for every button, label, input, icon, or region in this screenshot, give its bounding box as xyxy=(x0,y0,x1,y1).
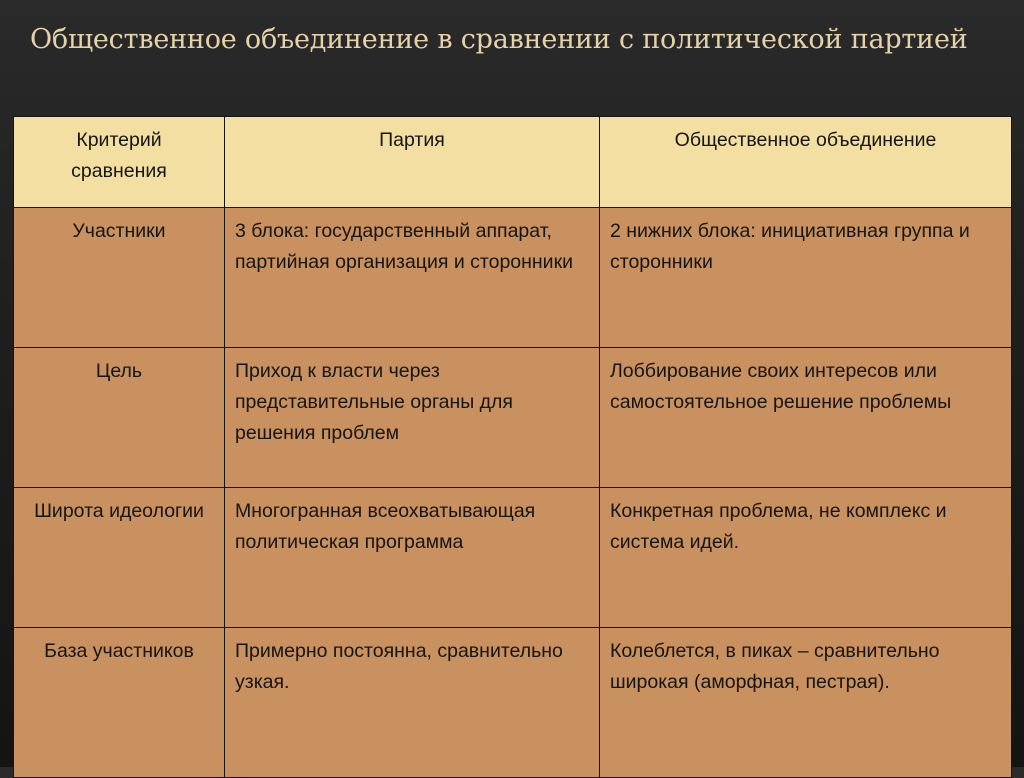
row-criterion: База участников xyxy=(14,628,225,778)
table-row xyxy=(14,628,1012,778)
row-party-value: Многогранная всеохватывающая политическая программа xyxy=(225,488,600,628)
table-header-row xyxy=(14,117,1012,208)
row-criterion: Широта идеологии xyxy=(14,488,225,628)
row-association-value: 2 нижних блока: инициативная группа и сторонники xyxy=(600,208,1012,348)
slide-title: Общественное объединение в сравнении с политической партией xyxy=(30,24,968,55)
row-party-value: Примерно постоянна, сравнительно узкая. xyxy=(225,628,600,778)
row-association-value: Лоббирование своих интересов или самостоятельное решение проблемы xyxy=(600,348,1012,488)
header-criterion: Критерий сравнения xyxy=(14,117,225,208)
table-row xyxy=(14,348,1012,488)
header-party: Партия xyxy=(225,117,600,208)
row-party-value: Приход к власти через представительные органы для решения проблем xyxy=(225,348,600,488)
header-association: Общественное объединение xyxy=(600,117,1012,208)
table-row xyxy=(14,208,1012,348)
comparison-table xyxy=(13,116,1012,778)
row-criterion: Цель xyxy=(14,348,225,488)
row-association-value: Конкретная проблема, не комплекс и система идей. xyxy=(600,488,1012,628)
row-party-value: 3 блока: государственный аппарат, партийная организация и сторонники xyxy=(225,208,600,348)
row-association-value: Колеблется, в пиках – сравнительно широкая (аморфная, пестрая). xyxy=(600,628,1012,778)
row-criterion: Участники xyxy=(14,208,225,348)
table-row xyxy=(14,488,1012,628)
